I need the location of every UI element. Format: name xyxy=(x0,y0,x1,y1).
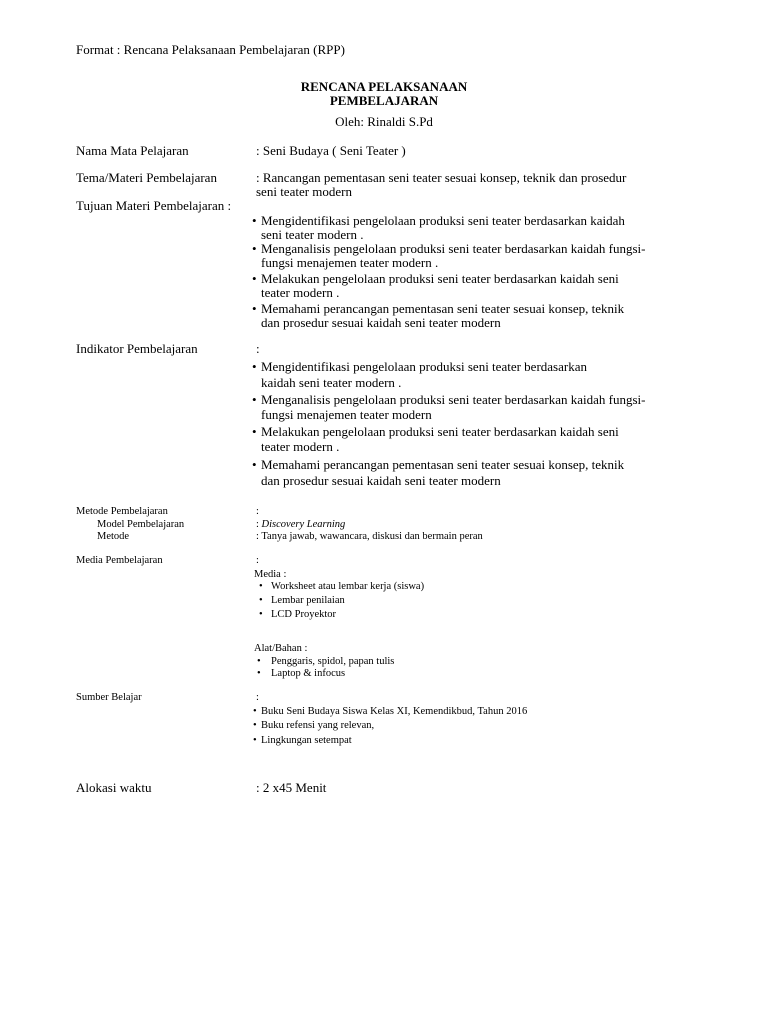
bullet-icon: • xyxy=(252,213,257,228)
metode-label: Metode xyxy=(97,531,130,542)
metode-colon: : xyxy=(256,506,259,517)
mata-pelajaran-label: Nama Mata Pelajaran xyxy=(76,143,189,158)
bullet-icon: • xyxy=(252,241,257,256)
bullet-icon: • xyxy=(253,735,257,746)
bullet-icon: • xyxy=(259,609,263,620)
doc-title-line1: RENCANA PELAKSANAAN xyxy=(300,79,468,94)
model-pembelajaran-value: : Discovery Learning xyxy=(256,519,346,530)
mata-pelajaran-value: : Seni Budaya ( Seni Teater ) xyxy=(256,143,406,158)
bullet-icon: • xyxy=(259,581,263,592)
indikator-label: Indikator Pembelajaran xyxy=(76,341,198,356)
media-pembelajaran-label: Media Pembelajaran xyxy=(76,555,163,566)
bullet-icon: • xyxy=(252,424,257,439)
metode-value: : Tanya jawab, wawancara, diskusi dan bermain peran xyxy=(256,531,483,542)
bullet-icon: • xyxy=(252,392,257,407)
media-heading: Media : xyxy=(254,569,287,580)
document-page: Format : Rencana Pelaksanaan Pembelajaran (RPP) RENCANA PELAKSANAAN PEMBELAJARAN Oleh: Rinaldi S.Pd Nama Mata Pelajaran : Seni Budaya ( Seni Teater ) Tema/Materi Pembelajaran : Rancangan pementasan seni teater sesuai konsep, teknik dan prosedur seni teater modern Tujuan Materi Pembelajaran : • Mengidentifikasi pengelolaan produksi seni teater berdasarkan kaidah seni teater modern . • Menganalisis pengelolaan produksi seni teater berdasarkan kaidah fungsi- fungsi menajemen teater modern . • Melakukan pengelolaan produksi seni teater berdasarkan kaidah seni teater modern . • Memahami perancangan pementasan seni teater sesuai konsep, teknik dan prosedur sesuai kaidah seni teater modern Indikator Pembelajaran : • Mengidentifikasi pengelolaan produksi seni teater berdasarkan kaidah seni teater modern . • Menganalisis pengelolaan produksi seni teater berdasarkan kaidah fungsi- fungsi menajemen teater modern • Melakukan pengelolaan produksi seni teater berdasarkan kaidah seni teater modern . • Memahami perancangan pementasan seni teater sesuai konsep, teknik dan prosedur sesuai kaidah seni teater modern Metode Pembelajaran : Model Pembelajaran : Discovery Learning Metode : Tanya jawab, wawancara, diskusi dan bermain peran Media Pembelajaran : Media : • Worksheet atau lembar kerja (siswa) • Lembar penilaian • LCD Proyektor Alat/Bahan : • Penggaris, spidol, papan tulis • Laptop & infocus Sumber Belajar : • Buku Seni Budaya Siswa Kelas XI, Kemendikbud, Tahun 2016 • Buku refensi yang relevan, • Lingkungan setempat Alokasi waktu : 2 x45 Menit xyxy=(0,0,768,1024)
sumber-colon: : xyxy=(256,692,259,703)
bullet-icon: • xyxy=(252,359,257,374)
media-colon: : xyxy=(256,555,259,566)
bullet-icon: • xyxy=(252,457,257,472)
model-pembelajaran-label: Model Pembelajaran xyxy=(97,519,185,530)
bullet-icon: • xyxy=(252,301,257,316)
alat-bahan-heading: Alat/Bahan : xyxy=(254,643,308,654)
alokasi-waktu-label: Alokasi waktu xyxy=(76,780,152,795)
bullet-icon: • xyxy=(253,720,257,731)
tema-label: Tema/Materi Pembelajaran xyxy=(76,170,217,185)
metode-pembelajaran-label: Metode Pembelajaran xyxy=(76,506,168,517)
bullet-icon: • xyxy=(253,706,257,717)
tujuan-label: Tujuan Materi Pembelajaran : xyxy=(76,198,232,213)
author-line: Oleh: Rinaldi S.Pd xyxy=(335,114,433,129)
bullet-icon: • xyxy=(257,656,261,667)
bullet-icon: • xyxy=(257,668,261,679)
tema-value-line2: seni teater modern xyxy=(256,184,353,199)
indikator-colon: : xyxy=(256,341,260,356)
sumber-belajar-label: Sumber Belajar xyxy=(76,692,142,703)
bullet-icon: • xyxy=(259,595,263,606)
tema-value-line1: : Rancangan pementasan seni teater sesuai konsep, teknik dan prosedur xyxy=(256,170,627,185)
bullet-icon: • xyxy=(252,271,257,286)
alokasi-waktu-value: : 2 x45 Menit xyxy=(256,780,327,795)
doc-title-line2: PEMBELAJARAN xyxy=(329,93,439,108)
format-line: Format : Rencana Pelaksanaan Pembelajaran (RPP) xyxy=(76,42,345,57)
